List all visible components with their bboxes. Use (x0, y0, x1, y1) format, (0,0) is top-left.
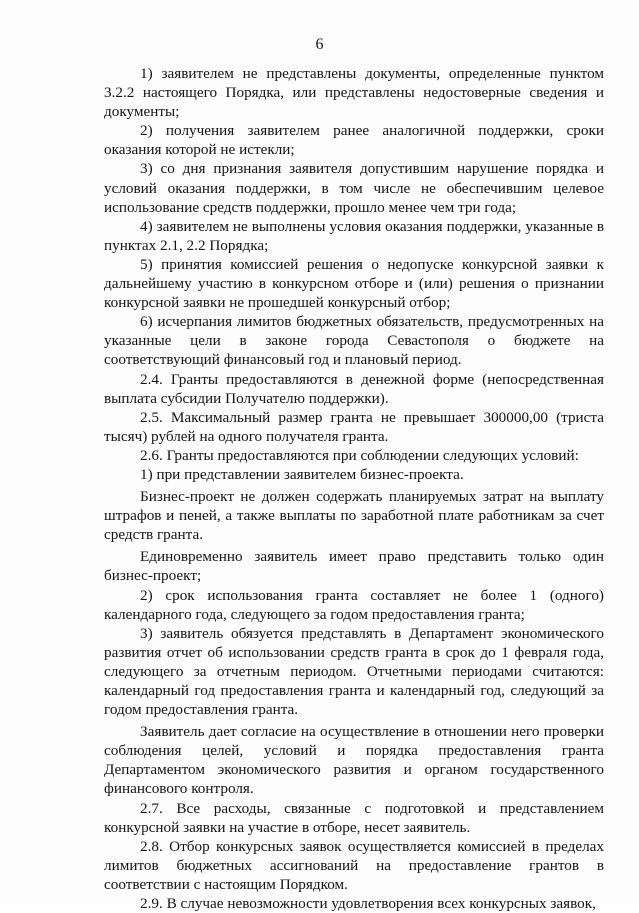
paragraph-consent: Заявитель дает согласие на осуществление в отношении него проверки соблюдения целей, условий и порядка предоставления гранта Департаментом экономического развития и органом государственного финансового контроля. (104, 723, 604, 798)
paragraph-2-8: 2.8. Отбор конкурсных заявок осуществляется комиссией в пределах лимитов бюджетных ассигнований на предоставление грантов в соответствии с настоящим Порядком. (104, 837, 604, 893)
paragraph-item-5: 5) принятия комиссией решения о недопуске конкурсной заявки к дальнейшему участию в конкурсном отборе и (или) решения о признании конкурсной заявки не прошедшей конкурсный отбор; (104, 255, 604, 312)
paragraph-condition-2: 2) срок использования гранта составляет не более 1 (одного) календарного года, следующего за годом предоставления гранта; (104, 586, 604, 623)
paragraph-2-7: 2.7. Все расходы, связанные с подготовкой и представлением конкурсной заявки на участие в отборе, несет заявитель. (104, 799, 604, 836)
paragraph-item-2: 2) получения заявителем ранее аналогичной поддержки, сроки оказания которой не истекли; (104, 122, 604, 159)
document-body (104, 64, 604, 913)
paragraph-item-3: 3) со дня признания заявителя допустившим нарушение порядка и условий оказания поддержки, в том числе не обеспечившим целевое использование средств поддержки, прошло менее чем три года; (104, 160, 604, 216)
paragraph-2-5: 2.5. Максимальный размер гранта не превышает 300000,00 (триста тысяч) рублей на одного получателя гранта. (104, 408, 604, 445)
page-number: 6 (315, 36, 324, 53)
paragraph-2-4: 2.4. Гранты предоставляются в денежной форме (непосредственная выплата субсидии Получателю поддержки). (104, 370, 604, 407)
paragraph-condition-3: 3) заявитель обязуется представлять в Департамент экономического развития отчет об использовании средств гранта в срок до 1 февраля года, следующего за отчетным периодом. Отчетными периодами считаются: календарный год предоставления гранта и календарный год, следующий за годом предоставления гранта. (104, 624, 604, 719)
paragraph-single-project: Единовременно заявитель имеет право представить только один бизнес-проект; (104, 548, 604, 585)
paragraph-2-6: 2.6. Гранты предоставляются при соблюдении следующих условий: (140, 446, 579, 464)
paragraph-condition-1: 1) при представлении заявителем бизнес-проекта. (140, 465, 464, 483)
paragraph-business-project: Бизнес-проект не должен содержать планируемых затрат на выплату штрафов и пеней, а также выплаты по заработной плате работникам за счет средств гранта. (104, 488, 604, 544)
paragraph-item-1: 1) заявителем не представлены документы, определенные пунктом 3.2.2 настоящего Порядка, или представлены недостоверные сведения и документы; (104, 65, 604, 121)
paragraph-2-9: 2.9. В случае невозможности удовлетворения всех конкурсных заявок, (140, 895, 596, 913)
paragraph-item-6: 6) исчерпания лимитов бюджетных обязательств, предусмотренных на указанные цели в законе города Севастополя о бюджете на соответствующий финансовый год и плановый период. (104, 313, 604, 369)
paragraph-item-4: 4) заявителем не выполнены условия оказания поддержки, указанные в пунктах 2.1, 2.2 Порядка; (104, 217, 604, 254)
